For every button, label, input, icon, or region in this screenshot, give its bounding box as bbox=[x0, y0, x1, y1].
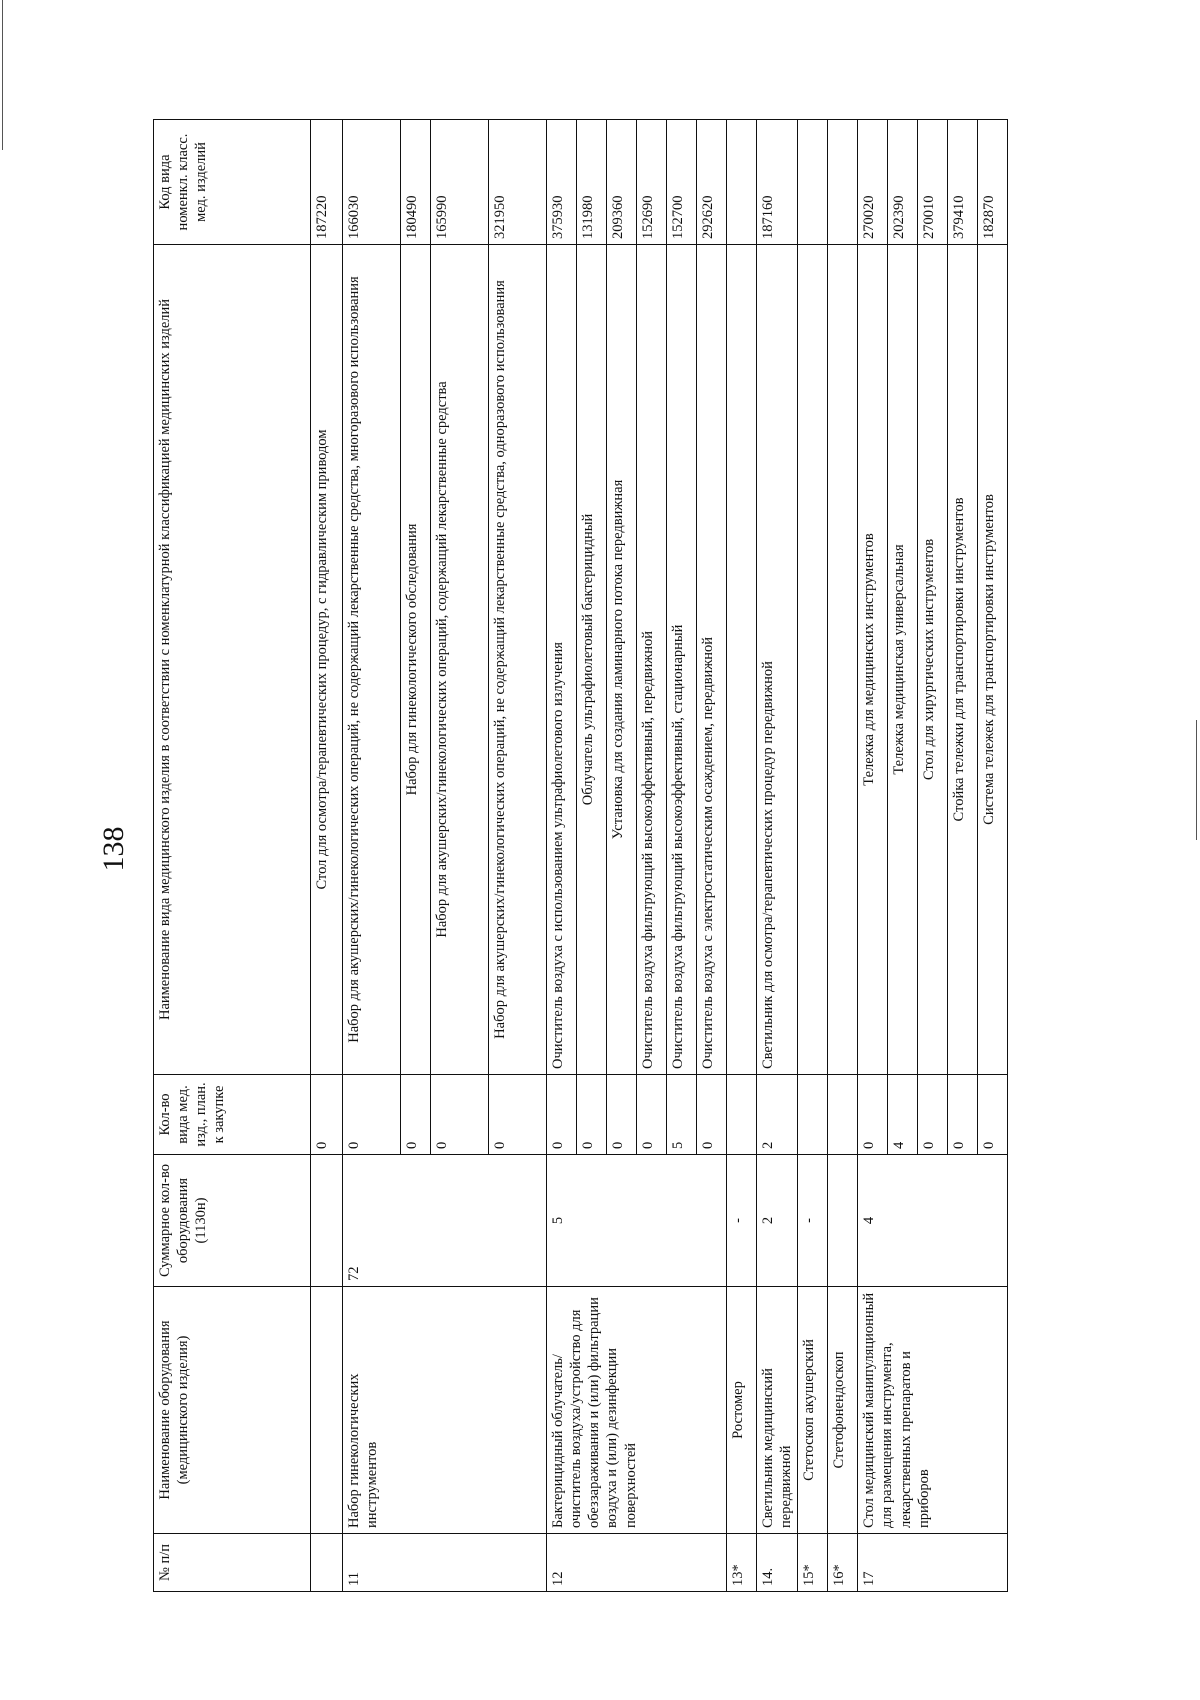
cell-kind-name: Стойка тележки для транспортировки инструментов bbox=[948, 245, 978, 1075]
cell-code: 166030 bbox=[343, 120, 401, 245]
cell-kind-name: Облучатель ультрафиолетовый бактерицидный bbox=[577, 245, 607, 1075]
header-code: Код вида номенкл. класс. мед. изделий bbox=[154, 120, 311, 245]
cell-qty bbox=[798, 1075, 828, 1155]
cell-code: 152700 bbox=[667, 120, 697, 245]
cell-kind-name: Набор для акушерских/гинекологических операций, не содержащий лекарственные средства, многоразового использования bbox=[343, 245, 401, 1075]
cell-qty: 0 bbox=[489, 1075, 547, 1155]
cell-code: 182870 bbox=[978, 120, 1008, 245]
cell-kind-name: Стол для хирургических инструментов bbox=[918, 245, 948, 1075]
header-num: № п/п bbox=[154, 1534, 311, 1592]
cell-total: 5 bbox=[547, 1155, 727, 1287]
cell-kind-name: Набор для акушерских/гинекологических операций, не содержащий лекарственные средства, одноразового использования bbox=[489, 245, 547, 1075]
header-qty-plan: Кол-во вида мед. изд., план. к закупке bbox=[154, 1075, 311, 1155]
scan-edge-left bbox=[2, 0, 3, 150]
cell-kind-name: Набор для акушерских/гинекологических операций, содержащий лекарственные средства bbox=[431, 245, 489, 1075]
cell-equipment: Стол медицинский манипуляционный для размещения инструмента, лекарственных препаратов и приборов bbox=[858, 1287, 1008, 1534]
cell-code: 292620 bbox=[697, 120, 727, 245]
cell-code: 187160 bbox=[757, 120, 798, 245]
header-equipment: Наименование оборудования (медицинского изделия) bbox=[154, 1287, 311, 1534]
cell-total: - bbox=[727, 1155, 757, 1287]
cell-kind-name: Установка для создания ламинарного потока передвижная bbox=[607, 245, 637, 1075]
cell-qty: 0 bbox=[431, 1075, 489, 1155]
cell-code bbox=[798, 120, 828, 245]
cell-kind-name: Тележка для медицинских инструментов bbox=[858, 245, 888, 1075]
header-kind-name: Наименование вида медицинского изделия в соответствии с номенклатурной классификацией медицинских изделий bbox=[154, 245, 311, 1075]
cell-total: 4 bbox=[858, 1155, 1008, 1287]
cell-equipment: Светильник медицинский передвижной bbox=[757, 1287, 798, 1534]
cell-num: 15* bbox=[798, 1534, 828, 1592]
cell-equipment: Бактерицидный облучатель/очиститель воздуха/устройство для обеззараживания и (или) фильтрации воздуха и (или) дезинфекции поверхностей bbox=[547, 1287, 727, 1534]
cell-code: 187220 bbox=[311, 120, 343, 245]
cell-kind-name: Очиститель воздуха фильтрующий высокоэффективный, стационарный bbox=[667, 245, 697, 1075]
cell-equipment: Стетоскоп акушерский bbox=[798, 1287, 828, 1534]
cell-qty: 0 bbox=[858, 1075, 888, 1155]
cell-kind-name: Очиститель воздуха с использованием ультрафиолетового излучения bbox=[547, 245, 577, 1075]
cell-num: 16* bbox=[828, 1534, 858, 1592]
cell-code: 180490 bbox=[401, 120, 431, 245]
header-row bbox=[154, 120, 311, 1592]
cell-qty: 0 bbox=[607, 1075, 637, 1155]
scan-edge-right bbox=[1196, 720, 1197, 840]
cell-qty: 0 bbox=[577, 1075, 607, 1155]
cell-code bbox=[828, 120, 858, 245]
cell-kind-name: Набор для гинекологического обследования bbox=[401, 245, 431, 1075]
table-row bbox=[828, 120, 858, 1592]
cell-qty: 0 bbox=[343, 1075, 401, 1155]
table-row bbox=[757, 120, 798, 1592]
cell-num: 11 bbox=[343, 1534, 547, 1592]
cell-qty: 0 bbox=[697, 1075, 727, 1155]
table-row bbox=[547, 120, 577, 1592]
cell-qty: 0 bbox=[311, 1075, 343, 1155]
cell-total: 72 bbox=[343, 1155, 547, 1287]
cell-code: 202390 bbox=[888, 120, 918, 245]
page-number: 138 bbox=[97, 826, 130, 872]
header-total: Суммарное кол-во оборудования (1130н) bbox=[154, 1155, 311, 1287]
cell-code: 131980 bbox=[577, 120, 607, 245]
cell-qty: 0 bbox=[948, 1075, 978, 1155]
cell-num: 12 bbox=[547, 1534, 727, 1592]
cell-qty: 4 bbox=[888, 1075, 918, 1155]
cell-total bbox=[828, 1155, 858, 1287]
cell-qty: 5 bbox=[667, 1075, 697, 1155]
cell-num: 17 bbox=[858, 1534, 1008, 1592]
cell-equipment: Стетофонендоскоп bbox=[828, 1287, 858, 1534]
table-row bbox=[343, 120, 401, 1592]
cell-qty bbox=[727, 1075, 757, 1155]
cell-equipment bbox=[311, 1287, 343, 1534]
cell-code: 375930 bbox=[547, 120, 577, 245]
cell-kind-name: Очиститель воздуха фильтрующий высокоэффективный, передвижной bbox=[637, 245, 667, 1075]
cell-total bbox=[311, 1155, 343, 1287]
cell-qty: 0 bbox=[918, 1075, 948, 1155]
cell-code bbox=[727, 120, 757, 245]
cell-kind-name: Светильник для осмотра/терапевтических процедур передвижной bbox=[757, 245, 798, 1075]
cell-qty: 0 bbox=[978, 1075, 1008, 1155]
cell-kind-name bbox=[798, 245, 828, 1075]
cell-kind-name: Система тележек для транспортировки инструментов bbox=[978, 245, 1008, 1075]
cell-num: 14. bbox=[757, 1534, 798, 1592]
cell-kind-name bbox=[828, 245, 858, 1075]
cell-total: - bbox=[798, 1155, 828, 1287]
cell-code: 379410 bbox=[948, 120, 978, 245]
table-row bbox=[727, 120, 757, 1592]
cell-qty: 0 bbox=[401, 1075, 431, 1155]
cell-kind-name: Стол для осмотра/терапевтических процедур, с гидравлическим приводом bbox=[311, 245, 343, 1075]
rotated-table-container bbox=[153, 120, 1055, 1592]
cell-code: 270010 bbox=[918, 120, 948, 245]
table-row bbox=[798, 120, 828, 1592]
cell-qty: 2 bbox=[757, 1075, 798, 1155]
cell-equipment: Ростомер bbox=[727, 1287, 757, 1534]
cell-code: 270020 bbox=[858, 120, 888, 245]
cell-code: 165990 bbox=[431, 120, 489, 245]
cell-qty: 0 bbox=[637, 1075, 667, 1155]
cell-num bbox=[311, 1534, 343, 1592]
cell-total: 2 bbox=[757, 1155, 798, 1287]
cell-equipment: Набор гинекологических инструментов bbox=[343, 1287, 547, 1534]
cell-num: 13* bbox=[727, 1534, 757, 1592]
cell-kind-name: Тележка медицинская универсальная bbox=[888, 245, 918, 1075]
cell-code: 152690 bbox=[637, 120, 667, 245]
cell-qty: 0 bbox=[547, 1075, 577, 1155]
cell-code: 321950 bbox=[489, 120, 547, 245]
cell-code: 209360 bbox=[607, 120, 637, 245]
table-row bbox=[858, 120, 888, 1592]
cell-kind-name: Очиститель воздуха с электростатическим осаждением, передвижной bbox=[697, 245, 727, 1075]
table-row bbox=[311, 120, 343, 1592]
cell-qty bbox=[828, 1075, 858, 1155]
equipment-table bbox=[153, 119, 1008, 1592]
cell-kind-name bbox=[727, 245, 757, 1075]
